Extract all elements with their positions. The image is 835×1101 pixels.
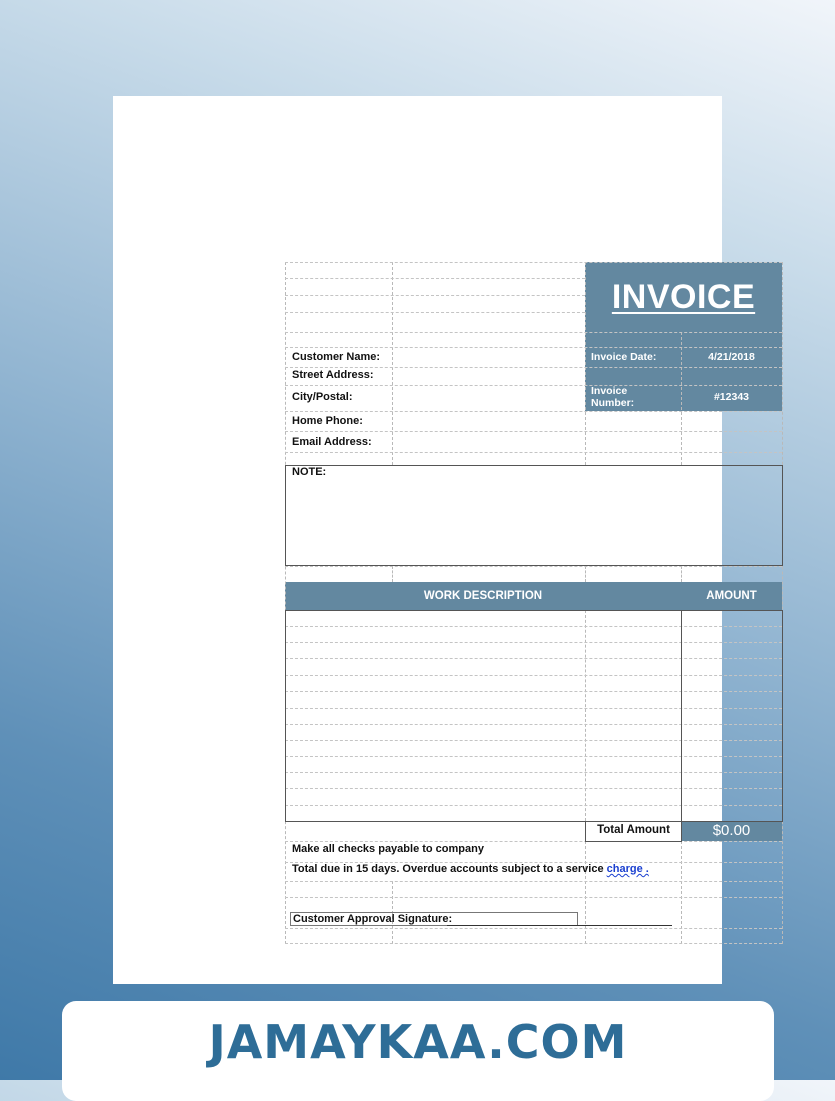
street-address-label: Street Address: — [292, 369, 374, 381]
signature-line[interactable] — [447, 925, 672, 926]
grid-line — [285, 897, 782, 898]
grid-line — [285, 452, 782, 453]
invoice-title: INVOICE — [611, 278, 756, 316]
grid-line — [681, 566, 682, 582]
grid-line — [585, 566, 586, 582]
grid-line — [285, 928, 782, 929]
grid-line — [392, 262, 393, 465]
terms-charge-text: charge . — [606, 863, 649, 875]
grid-line — [285, 566, 782, 567]
customer-name-label: Customer Name: — [292, 351, 381, 363]
home-phone-label: Home Phone: — [292, 415, 363, 427]
grid-line — [285, 385, 782, 386]
brand-banner — [62, 1001, 774, 1101]
terms-note-text: Total due in 15 days. Overdue accounts subject to a service — [292, 863, 607, 875]
grid-line — [782, 262, 783, 944]
invoice-sheet — [285, 262, 782, 944]
email-address-label: Email Address: — [292, 436, 372, 448]
total-amount-label: Total Amount — [597, 824, 670, 836]
payable-note: Make all checks payable to company — [292, 843, 484, 855]
grid-line — [285, 332, 782, 333]
grid-line — [285, 295, 585, 296]
brand-text: JAMAYKAA.COM — [208, 1015, 628, 1069]
amount-column-divider — [681, 610, 682, 821]
terms-note — [292, 863, 649, 875]
amount-header-label: AMOUNT — [706, 590, 757, 602]
invoice-number-label: Invoice Number: — [591, 385, 635, 409]
total-amount-value: $0.00 — [712, 822, 751, 839]
grid-line — [285, 367, 782, 368]
note-box[interactable] — [285, 465, 783, 566]
invoice-number-value[interactable]: #12343 — [713, 391, 750, 403]
grid-line — [285, 841, 782, 842]
work-table-frame — [285, 610, 783, 822]
note-label: NOTE: — [292, 466, 327, 478]
grid-line — [285, 431, 782, 432]
grid-line — [285, 881, 782, 882]
invoice-page — [113, 96, 757, 984]
grid-line — [392, 566, 393, 582]
grid-line — [285, 347, 782, 348]
signature-label: Customer Approval Signature: — [293, 913, 453, 925]
grid-line — [285, 278, 585, 279]
grid-line — [285, 312, 585, 313]
grid-line — [285, 262, 782, 263]
grid-line — [285, 411, 782, 412]
city-postal-label: City/Postal: — [292, 391, 353, 403]
grid-line — [285, 943, 782, 944]
invoice-date-value[interactable]: 4/21/2018 — [708, 351, 755, 363]
invoice-date-label: Invoice Date: — [591, 351, 657, 363]
work-description-header-label: WORK DESCRIPTION — [423, 590, 543, 602]
